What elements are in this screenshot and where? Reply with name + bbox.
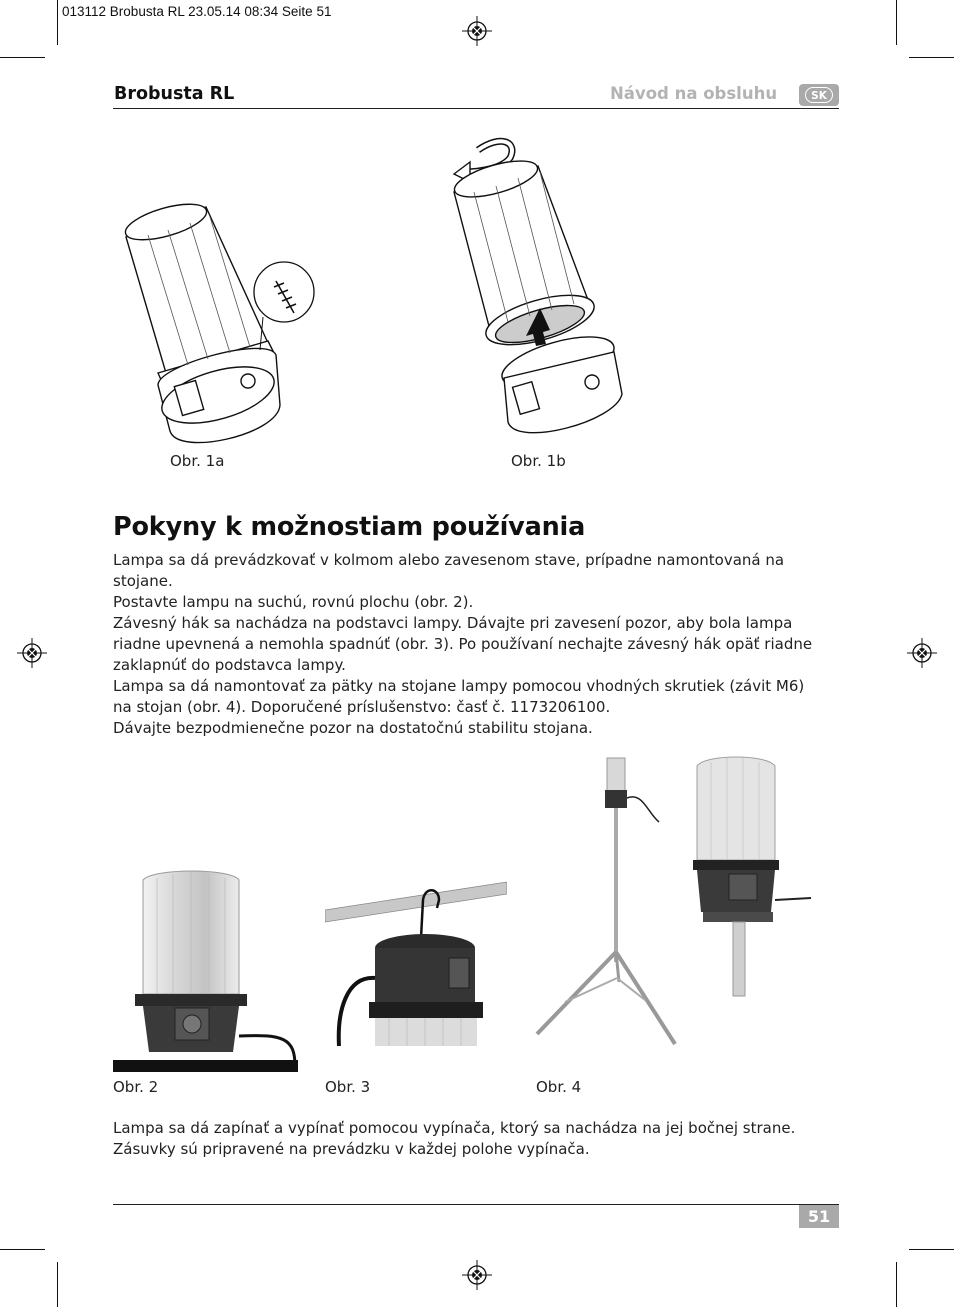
paragraph-line: Dávajte bezpodmienečne pozor na dostatočnú stabilitu stojana. [113, 719, 593, 737]
registration-mark-icon [462, 1260, 492, 1290]
instructions-paragraph [113, 550, 853, 739]
lamp-standing-photo [113, 866, 298, 1072]
paragraph-line: Lampa sa dá namontovať za pätky na stojane lampy pomocou vhodných skrutiek (závit M6) [113, 677, 805, 695]
paragraph-line: stojane. [113, 572, 173, 590]
registration-mark-icon [907, 638, 937, 668]
paragraph-line: Lampa sa dá prevádzkovať v kolmom alebo zavesenom stave, prípadne namontovaná na [113, 551, 785, 569]
header-rule [113, 108, 839, 109]
figure-caption: Obr. 3 [325, 1078, 371, 1096]
switch-note-paragraph [113, 1118, 853, 1160]
section-heading: Pokyny k možnostiam používania [113, 512, 586, 542]
paragraph-line: Lampa sa dá zapínať a vypínať pomocou vypínača, ktorý sa nachádza na jej bočnej strane. [113, 1119, 796, 1137]
lamp-dome-rotate-figure [446, 132, 636, 450]
paragraph-line: zaklapnúť do podstavca lampy. [113, 656, 346, 674]
figure-caption: Obr. 1a [170, 452, 225, 470]
registration-mark-icon [17, 638, 47, 668]
figure-caption: Obr. 2 [113, 1078, 159, 1096]
header-product-title: Brobusta RL [114, 84, 235, 104]
lamp-base-screw-figure [118, 195, 328, 450]
lamp-hanging-photo [325, 880, 507, 1046]
page-number: 51 [799, 1205, 839, 1228]
print-slug: 013112 Brobusta RL 23.05.14 08:34 Seite 51 [62, 4, 332, 19]
paragraph-line: Zásuvky sú pripravené na prevádzku v každej polohe vypínača. [113, 1140, 590, 1158]
footer-rule [113, 1204, 839, 1205]
figure-caption: Obr. 1b [511, 452, 566, 470]
paragraph-line: riadne upevnená a nemohla spadnúť (obr. 3). Po používaní nechajte závesný hák opäť riadne [113, 635, 813, 653]
lamp-tripod-photo [535, 752, 815, 1072]
figure-caption: Obr. 4 [536, 1078, 582, 1096]
paragraph-line: Postavte lampu na suchú, rovnú plochu (obr. 2). [113, 593, 474, 611]
paragraph-line: Závesný hák sa nachádza na podstavci lampy. Dávajte pri zavesení pozor, aby bola lampa [113, 614, 793, 632]
registration-mark-icon [462, 16, 492, 46]
language-badge [799, 84, 839, 106]
language-badge-label: SK [805, 87, 833, 103]
header-section-title: Návod na obsluhu [610, 84, 778, 103]
paragraph-line: na stojan (obr. 4). Doporučené príslušenstvo: časť č. 1173206100. [113, 698, 611, 716]
